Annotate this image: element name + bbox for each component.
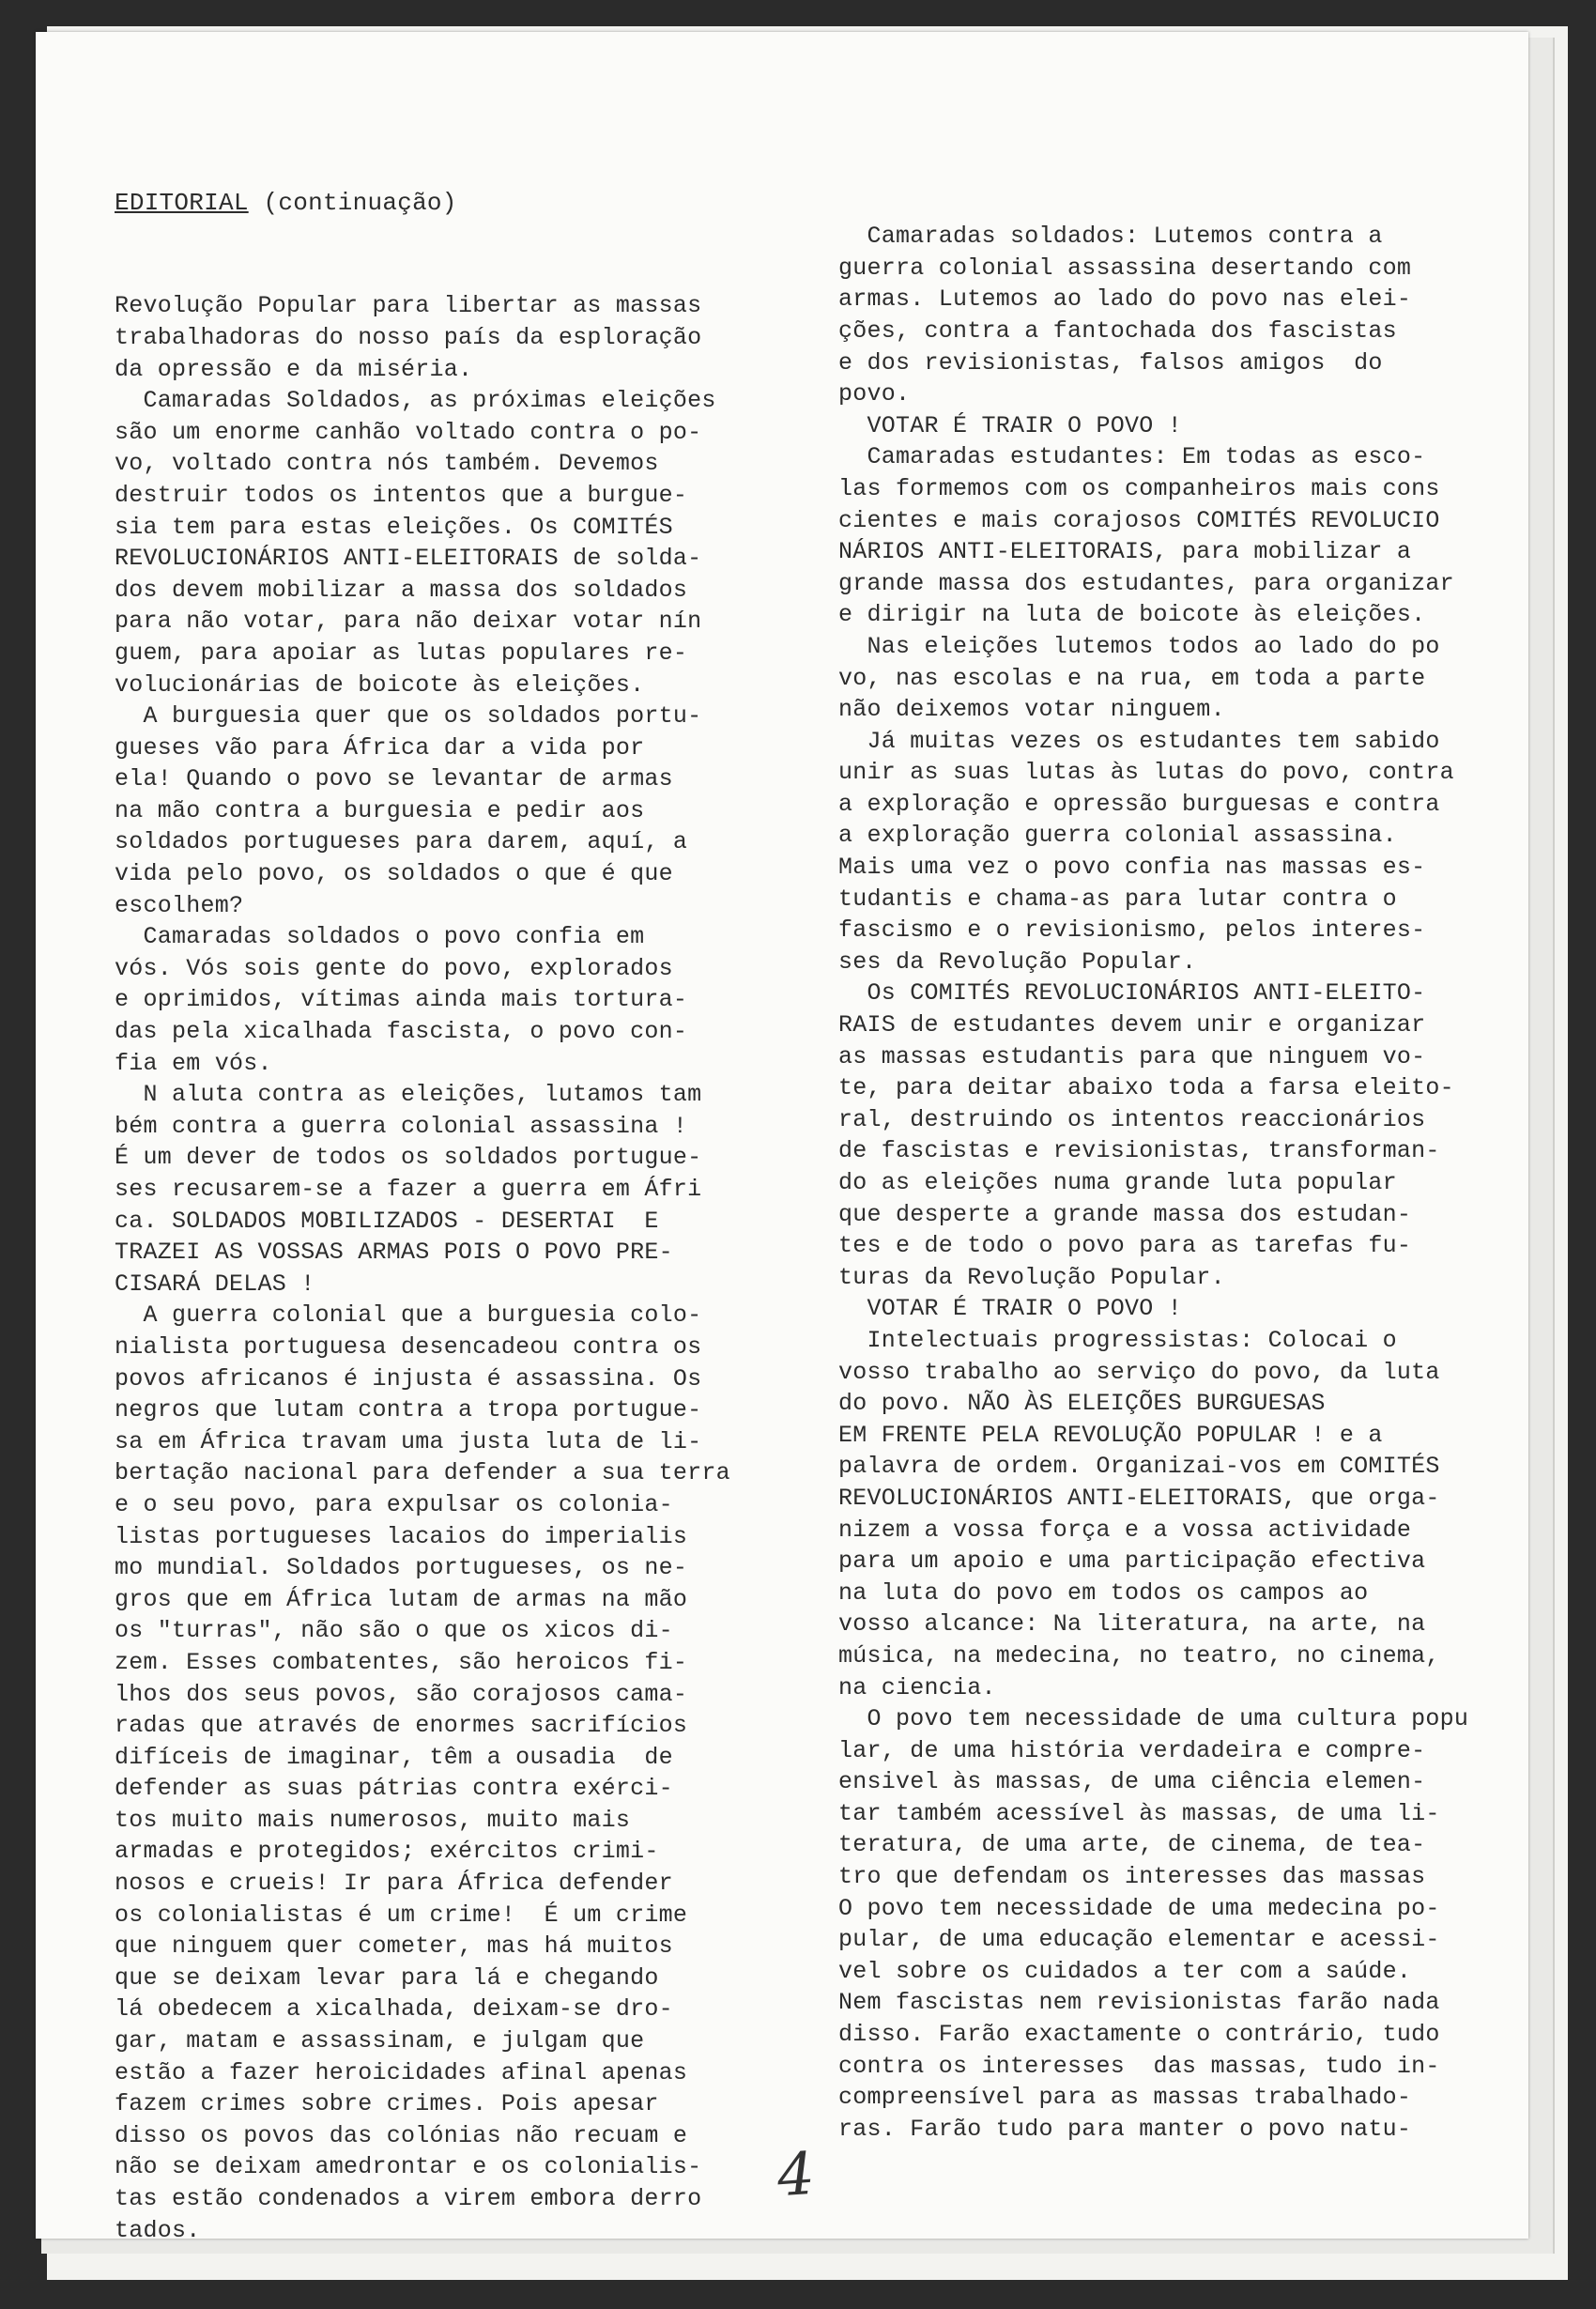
text-line: Camaradas soldados: Lutemos contra a xyxy=(838,223,1383,251)
text-line: Já muitas vezes os estudantes tem sabido xyxy=(838,727,1440,755)
text-line: tro que defendam os interesses das massas xyxy=(838,1863,1426,1891)
text-line: ras. Farão tudo para manter o povo natu- xyxy=(838,2115,1412,2143)
text-line: tar também acessível às massas, de uma li- xyxy=(838,1799,1440,1827)
right-column-text xyxy=(838,221,1468,2145)
text-line: música, na medecina, no teatro, no cinema, xyxy=(838,1641,1440,1670)
text-line: lhos dos seus povos, são corajosos cama- xyxy=(115,1680,688,1708)
text-line: tudantis e chama-as para lutar contra o xyxy=(838,885,1397,913)
text-line: os colonialistas é um crime! É um crime xyxy=(115,1901,688,1929)
text-line: na luta do povo em todos os campos ao xyxy=(838,1578,1369,1607)
text-line: ses da Revolução Popular. xyxy=(838,947,1197,976)
text-line: O povo tem necessidade de uma medecina po- xyxy=(838,1894,1440,1922)
text-line: não deixemos votar ninguem. xyxy=(838,696,1225,724)
text-line: mo mundial. Soldados portugueses, os ne- xyxy=(115,1554,688,1582)
text-line: dos devem mobilizar a massa dos soldados xyxy=(115,576,688,604)
text-line: N aluta contra as eleições, lutamos tam xyxy=(115,1081,702,1109)
text-line: nialista portuguesa desencadeou contra os xyxy=(115,1332,702,1361)
text-line: fascismo e o revisionismo, pelos interes- xyxy=(838,916,1426,945)
page-number: 4 xyxy=(775,2138,817,2210)
text-line: pular, de uma educação elementar e acessi- xyxy=(838,1926,1440,1954)
text-line: Nas eleições lutemos todos ao lado do po xyxy=(838,632,1440,660)
text-line: bertação nacional para defender a sua terra xyxy=(115,1459,730,1487)
text-line: das pela xicalhada fascista, o povo con- xyxy=(115,1018,688,1046)
text-line: las formemos com os companheiros mais cons xyxy=(838,474,1440,502)
text-line: vo, nas escolas e na rua, em toda a parte xyxy=(838,664,1426,692)
text-line: ral, destruindo os intentos reaccionários xyxy=(838,1105,1426,1133)
text-line: guem, para apoiar as lutas populares re- xyxy=(115,639,688,667)
text-line: VOTAR É TRAIR O POVO ! xyxy=(838,411,1183,439)
text-line: REVOLUCIONÁRIOS ANTI-ELEITORAIS de solda- xyxy=(115,545,702,573)
text-line: A burguesia quer que os soldados portu- xyxy=(115,702,702,731)
text-line: gar, matam e assassinam, e julgam que xyxy=(115,2027,645,2055)
editorial-suffix: (continuação) xyxy=(248,189,457,218)
text-line: difíceis de imaginar, têm a ousadia de xyxy=(115,1743,673,1771)
text-line: as massas estudantis para que ninguem vo- xyxy=(838,1042,1426,1070)
text-line: para não votar, para não deixar votar nín xyxy=(115,608,702,636)
text-line: vosso trabalho ao serviço do povo, da luta xyxy=(838,1358,1440,1386)
text-line: zem. Esses combatentes, são heroicos fi- xyxy=(115,1648,688,1676)
text-line: povo. xyxy=(838,380,911,408)
text-line: para um apoio e uma participação efectiva xyxy=(838,1547,1426,1576)
text-line: escolhem? xyxy=(115,891,244,919)
text-line: são um enorme canhão voltado contra o po- xyxy=(115,418,702,446)
left-column-text xyxy=(115,290,730,2246)
text-line: lá obedecem a xicalhada, deixam-se dro- xyxy=(115,1995,673,2024)
text-line: da opressão e da miséria. xyxy=(115,355,473,383)
text-line: na mão contra a burguesia e pedir aos xyxy=(115,796,645,824)
text-line: contra os interesses das massas, tudo in- xyxy=(838,2052,1440,2080)
text-line: do povo. NÃO ÀS ELEIÇÕES BURGUESAS xyxy=(838,1390,1326,1418)
text-line: e dirigir na luta de boicote às eleições. xyxy=(838,601,1426,629)
text-line: CISARÁ DELAS ! xyxy=(115,1270,315,1298)
editorial-heading xyxy=(115,188,730,227)
text-line: REVOLUCIONÁRIOS ANTI-ELEITORAIS, que orga- xyxy=(838,1484,1440,1512)
text-line: volucionárias de boicote às eleições. xyxy=(115,670,645,699)
text-line: estão a fazer heroicidades afinal apenas xyxy=(115,2058,688,2086)
text-line: Mais uma vez o povo confia nas massas es- xyxy=(838,854,1426,882)
editorial-title: EDITORIAL xyxy=(115,189,249,218)
text-line: a exploração guerra colonial assassina. xyxy=(838,822,1397,850)
text-line: do as eleições numa grande luta popular xyxy=(838,1169,1397,1196)
text-line: EM FRENTE PELA REVOLUÇÃO POPULAR ! e a xyxy=(838,1421,1383,1449)
text-line: teratura, de uma arte, de cinema, de tea- xyxy=(838,1831,1426,1859)
text-line: te, para deitar abaixo toda a farsa eleito- xyxy=(838,1074,1454,1102)
text-line: tas estão condenados a virem embora derro xyxy=(115,2185,702,2212)
right-column xyxy=(838,158,1468,2209)
text-line: vosso alcance: Na literatura, na arte, na xyxy=(838,1610,1426,1639)
text-line: e o seu povo, para expulsar os colonia- xyxy=(115,1490,673,1518)
text-line: ensivel às massas, de uma ciência elemen- xyxy=(838,1768,1426,1796)
text-line: grande massa dos estudantes, para organizar xyxy=(838,569,1454,597)
text-line: destruir todos os intentos que a burgue- xyxy=(115,481,688,509)
text-line: TRAZEI AS VOSSAS ARMAS POIS O POVO PRE- xyxy=(115,1239,673,1267)
text-line: ses recusarem-se a fazer a guerra em Áfri xyxy=(115,1176,702,1203)
text-line: negros que lutam contra a tropa portugue- xyxy=(115,1396,702,1424)
text-line: bém contra a guerra colonial assassina ! xyxy=(115,1112,688,1140)
text-line: fazem crimes sobre crimes. Pois apesar xyxy=(115,2090,659,2118)
text-line: nizem a vossa força e a vossa actividade xyxy=(838,1516,1412,1544)
text-line: É um dever de todos os soldados portugue- xyxy=(115,1144,702,1172)
text-line: palavra de ordem. Organizai-vos em COMITÉS xyxy=(838,1453,1440,1481)
text-line: vida pelo povo, os soldados o que é que xyxy=(115,860,673,888)
text-line: NÁRIOS ANTI-ELEITORAIS, para mobilizar a xyxy=(838,538,1412,566)
text-line: tados. xyxy=(115,2216,201,2244)
text-line: turas da Revolução Popular. xyxy=(838,1263,1225,1291)
text-line: radas que através de enormes sacrifícios xyxy=(115,1712,688,1740)
text-line: gueses vão para África dar a vida por xyxy=(115,733,645,762)
text-line: de fascistas e revisionistas, transforman- xyxy=(838,1137,1440,1165)
text-line: que se deixam levar para lá e chegando xyxy=(115,1963,659,1992)
text-line: Camaradas estudantes: Em todas as esco- xyxy=(838,443,1426,471)
text-line: na ciencia. xyxy=(838,1673,996,1701)
text-line: tes e de todo o povo para as tarefas fu- xyxy=(838,1232,1412,1260)
text-line: guerra colonial assassina desertando com xyxy=(838,254,1412,282)
text-line: vo, voltado contra nós também. Devemos xyxy=(115,450,659,478)
text-line: compreensível para as massas trabalhado- xyxy=(838,2084,1412,2112)
text-line: que desperte a grande massa dos estudan- xyxy=(838,1200,1412,1228)
text-line: O povo tem necessidade de uma cultura popu xyxy=(838,1705,1469,1733)
text-line: trabalhadoras do nosso país da esploração xyxy=(115,323,702,351)
text-line: soldados portugueses para darem, aquí, a xyxy=(115,828,688,856)
text-line: Camaradas Soldados, as próximas eleições xyxy=(115,387,716,415)
text-line: Os COMITÉS REVOLUCIONÁRIOS ANTI-ELEITO- xyxy=(838,979,1426,1008)
text-line: Revolução Popular para libertar as massas xyxy=(115,292,702,320)
text-line: sa em África travam uma justa luta de li- xyxy=(115,1427,702,1455)
text-line: disso. Farão exactamente o contrário, tudo xyxy=(838,2021,1440,2049)
text-line: não se deixam amedrontar e os colonialis- xyxy=(115,2153,702,2181)
text-line: ela! Quando o povo se levantar de armas xyxy=(115,765,673,793)
text-line: a exploração e opressão burguesas e contra xyxy=(838,790,1440,818)
text-line: e oprimidos, vítimas ainda mais tortura- xyxy=(115,986,688,1014)
text-line: VOTAR É TRAIR O POVO ! xyxy=(838,1295,1183,1323)
text-line: A guerra colonial que a burguesia colo- xyxy=(115,1301,702,1330)
text-line: gros que em África lutam de armas na mão xyxy=(115,1585,688,1613)
text-line: listas portugueses lacaios do imperialis xyxy=(115,1522,688,1550)
text-line: armas. Lutemos ao lado do povo nas elei- xyxy=(838,285,1412,314)
document-page xyxy=(36,32,1528,2244)
text-line: unir as suas lutas às lutas do povo, contra xyxy=(838,759,1454,787)
text-line: lar, de uma história verdadeira e compre- xyxy=(838,1736,1426,1764)
text-line: Intelectuais progressistas: Colocai o xyxy=(838,1326,1397,1354)
text-line: ções, contra a fantochada dos fascistas xyxy=(838,316,1397,345)
text-line: armadas e protegidos; exércitos crimi- xyxy=(115,1838,659,1866)
text-line: e dos revisionistas, falsos amigos do xyxy=(838,348,1383,377)
text-line: RAIS de estudantes devem unir e organizar xyxy=(838,1011,1426,1039)
text-line: tos muito mais numerosos, muito mais xyxy=(115,1806,631,1834)
text-line: os "turras", não são o que os xicos di- xyxy=(115,1617,673,1645)
text-line: defender as suas pátrias contra exérci- xyxy=(115,1775,673,1803)
left-column xyxy=(115,125,730,2309)
text-line: Nem fascistas nem revisionistas farão nada xyxy=(838,1989,1440,2017)
text-line: fia em vós. xyxy=(115,1049,272,1077)
text-line: ca. SOLDADOS MOBILIZADOS - DESERTAI E xyxy=(115,1207,659,1235)
text-line: disso os povos das colónias não recuam e xyxy=(115,2121,688,2149)
text-line: que ninguem quer cometer, mas há muitos xyxy=(115,1932,673,1961)
text-line: nosos e crueis! Ir para África defender xyxy=(115,1870,673,1898)
text-line: povos africanos é injusta é assassina. Os xyxy=(115,1364,702,1393)
text-line: Camaradas soldados o povo confia em xyxy=(115,923,645,951)
text-line: vel sobre os cuidados a ter com a saúde. xyxy=(838,1957,1412,1985)
text-line: sia tem para estas eleições. Os COMITÉS xyxy=(115,513,673,541)
text-line: vós. Vós sois gente do povo, explorados xyxy=(115,954,673,982)
text-line: cientes e mais corajosos COMITÉS REVOLUCIO xyxy=(838,506,1440,534)
